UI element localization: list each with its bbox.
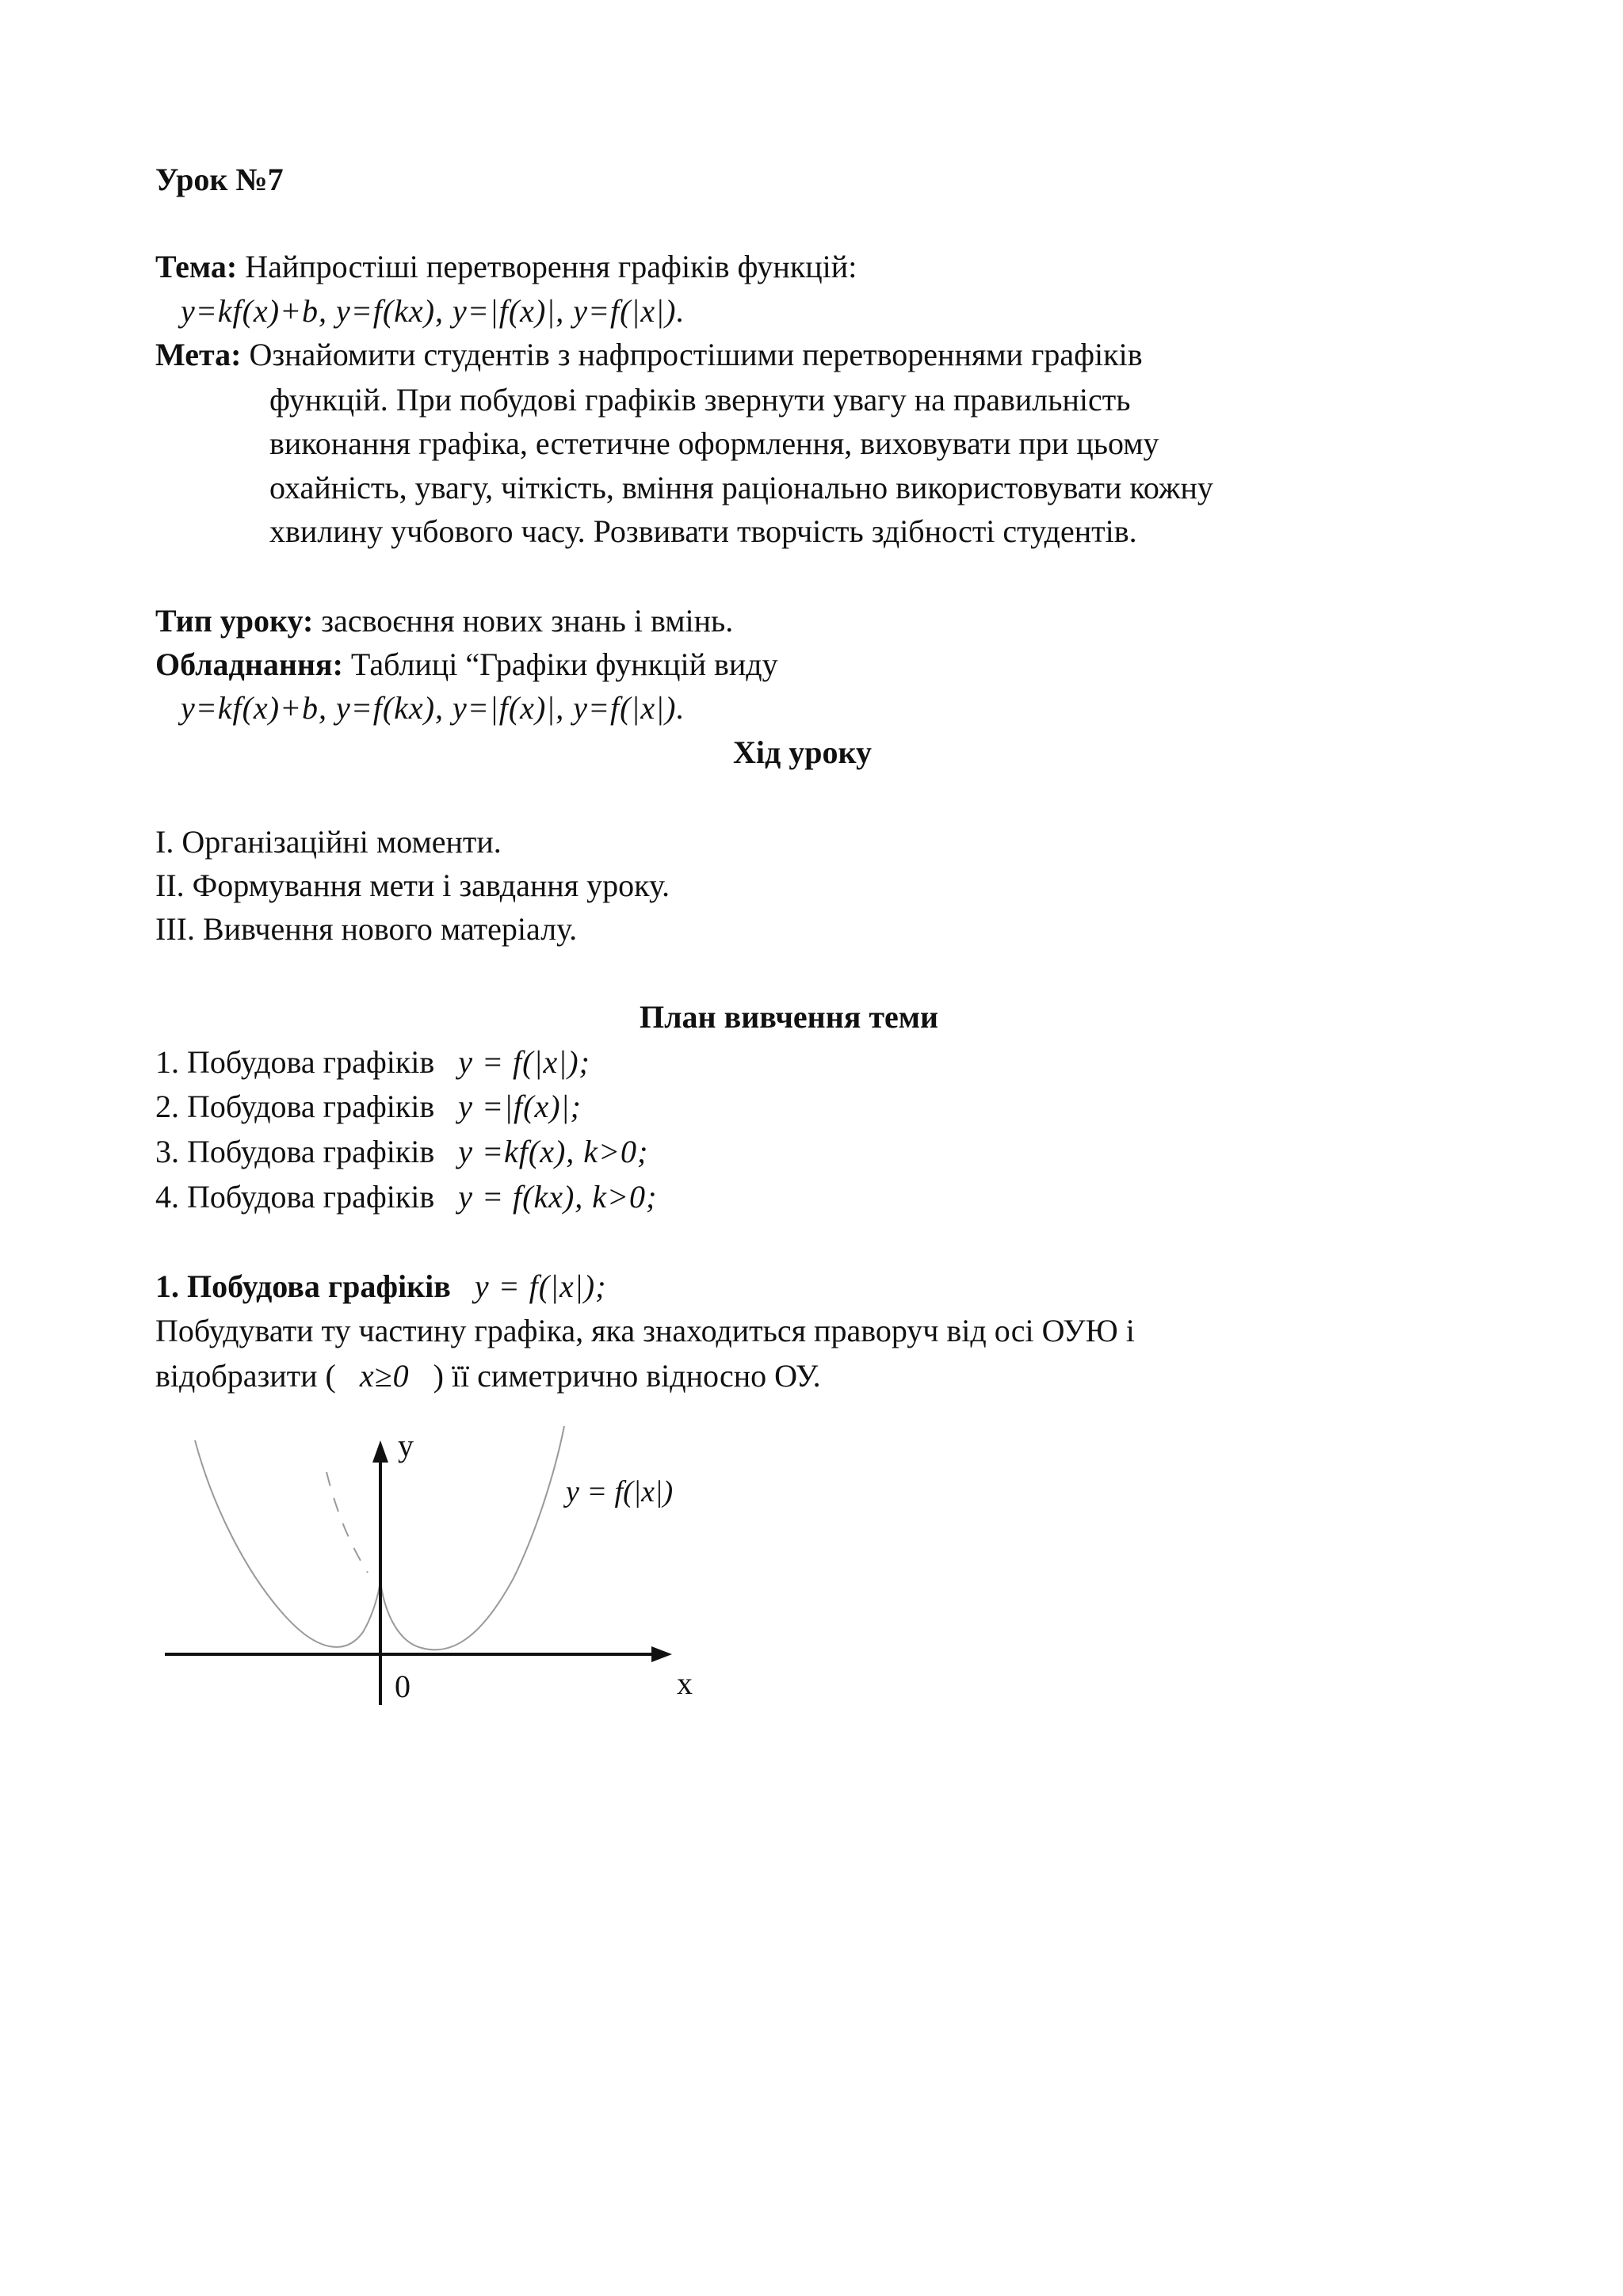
plan-item-text: 3. Побудова графіків [155, 1134, 435, 1169]
goal-line-2: функцій. При побудові графіків звернути увагу на правильність [269, 382, 1131, 418]
curve-label: y = f(|x|) [566, 1475, 674, 1508]
x-axis-arrow [651, 1646, 672, 1662]
stage-1: I. Організаційні моменти. [155, 824, 502, 860]
plan-item-formula: y = f(|x|); [458, 1044, 590, 1080]
section-1-line-2-formula: x≥0 [359, 1358, 410, 1394]
section-1-line-2-end: ) її симетрично відносно ОУ. [433, 1358, 821, 1394]
equipment-label: Обладнання: [155, 646, 343, 682]
plan-item-text: 2. Побудова графіків [155, 1089, 435, 1124]
y-axis-arrow [372, 1440, 388, 1463]
lesson-type-text: засвоєння нових знань і вмінь. [313, 603, 734, 639]
lesson-type-label: Тип уроку: [155, 603, 314, 639]
section-1-formula: y = f(|x|); [474, 1268, 607, 1304]
plan-item-formula: y =|f(x)|; [458, 1089, 582, 1124]
equipment-formula: y=kf(x)+b, y=f(kx), y=|f(x)|, y=f(|x|). [181, 690, 685, 726]
plan-item-text: 4. Побудова графіків [155, 1179, 435, 1215]
topic-formula: y=kf(x)+b, y=f(kx), y=|f(x)|, y=f(|x|). [181, 293, 685, 329]
goal-line-3: виконання графіка, естетичне оформлення, виховувати при цьому [269, 425, 1159, 461]
plan-item-formula: y =kf(x), k>0; [458, 1134, 649, 1169]
lesson-flow-heading: Хід уроку [733, 734, 872, 770]
curve-left-branch [195, 1440, 380, 1647]
topic-text: Найпростіші перетворення графіків функцій: [237, 249, 857, 284]
stage-3: III. Вивчення нового матеріалу. [155, 911, 578, 947]
equipment-text: Таблиці “Графіки функцій виду [342, 646, 778, 682]
curve-original-dashed [327, 1472, 368, 1573]
section-1-line-2-start: відобразити ( [155, 1358, 336, 1394]
topic-label: Тема: [155, 249, 238, 284]
section-1-title: 1. Побудова графіків [155, 1268, 451, 1304]
plan-item-text: 1. Побудова графіків [155, 1044, 435, 1080]
stage-2: II. Формування мети і завдання уроку. [155, 868, 670, 903]
lesson-title: Урок №7 [155, 162, 284, 197]
plan-item-formula: y = f(kx), k>0; [458, 1179, 658, 1215]
y-axis-label: y [398, 1428, 414, 1463]
origin-label: 0 [395, 1669, 411, 1704]
goal-line-5: хвилину учбового часу. Розвивати творчість здібності студентів. [269, 513, 1137, 549]
plan-heading: План вивчення теми [640, 999, 939, 1035]
section-1-line-1: Побудувати ту частину графіка, яка знаходиться праворуч від осі ОУЮ і [155, 1313, 1135, 1348]
x-axis-label: x [677, 1665, 693, 1701]
goal-line-4: охайність, увагу, чіткість, вміння раціонально використовувати кожну [269, 470, 1213, 505]
goal-label: Мета: [155, 337, 242, 372]
goal-text-1: Ознайомити студентів з нафпростішими перетвореннями графіків [241, 337, 1143, 372]
